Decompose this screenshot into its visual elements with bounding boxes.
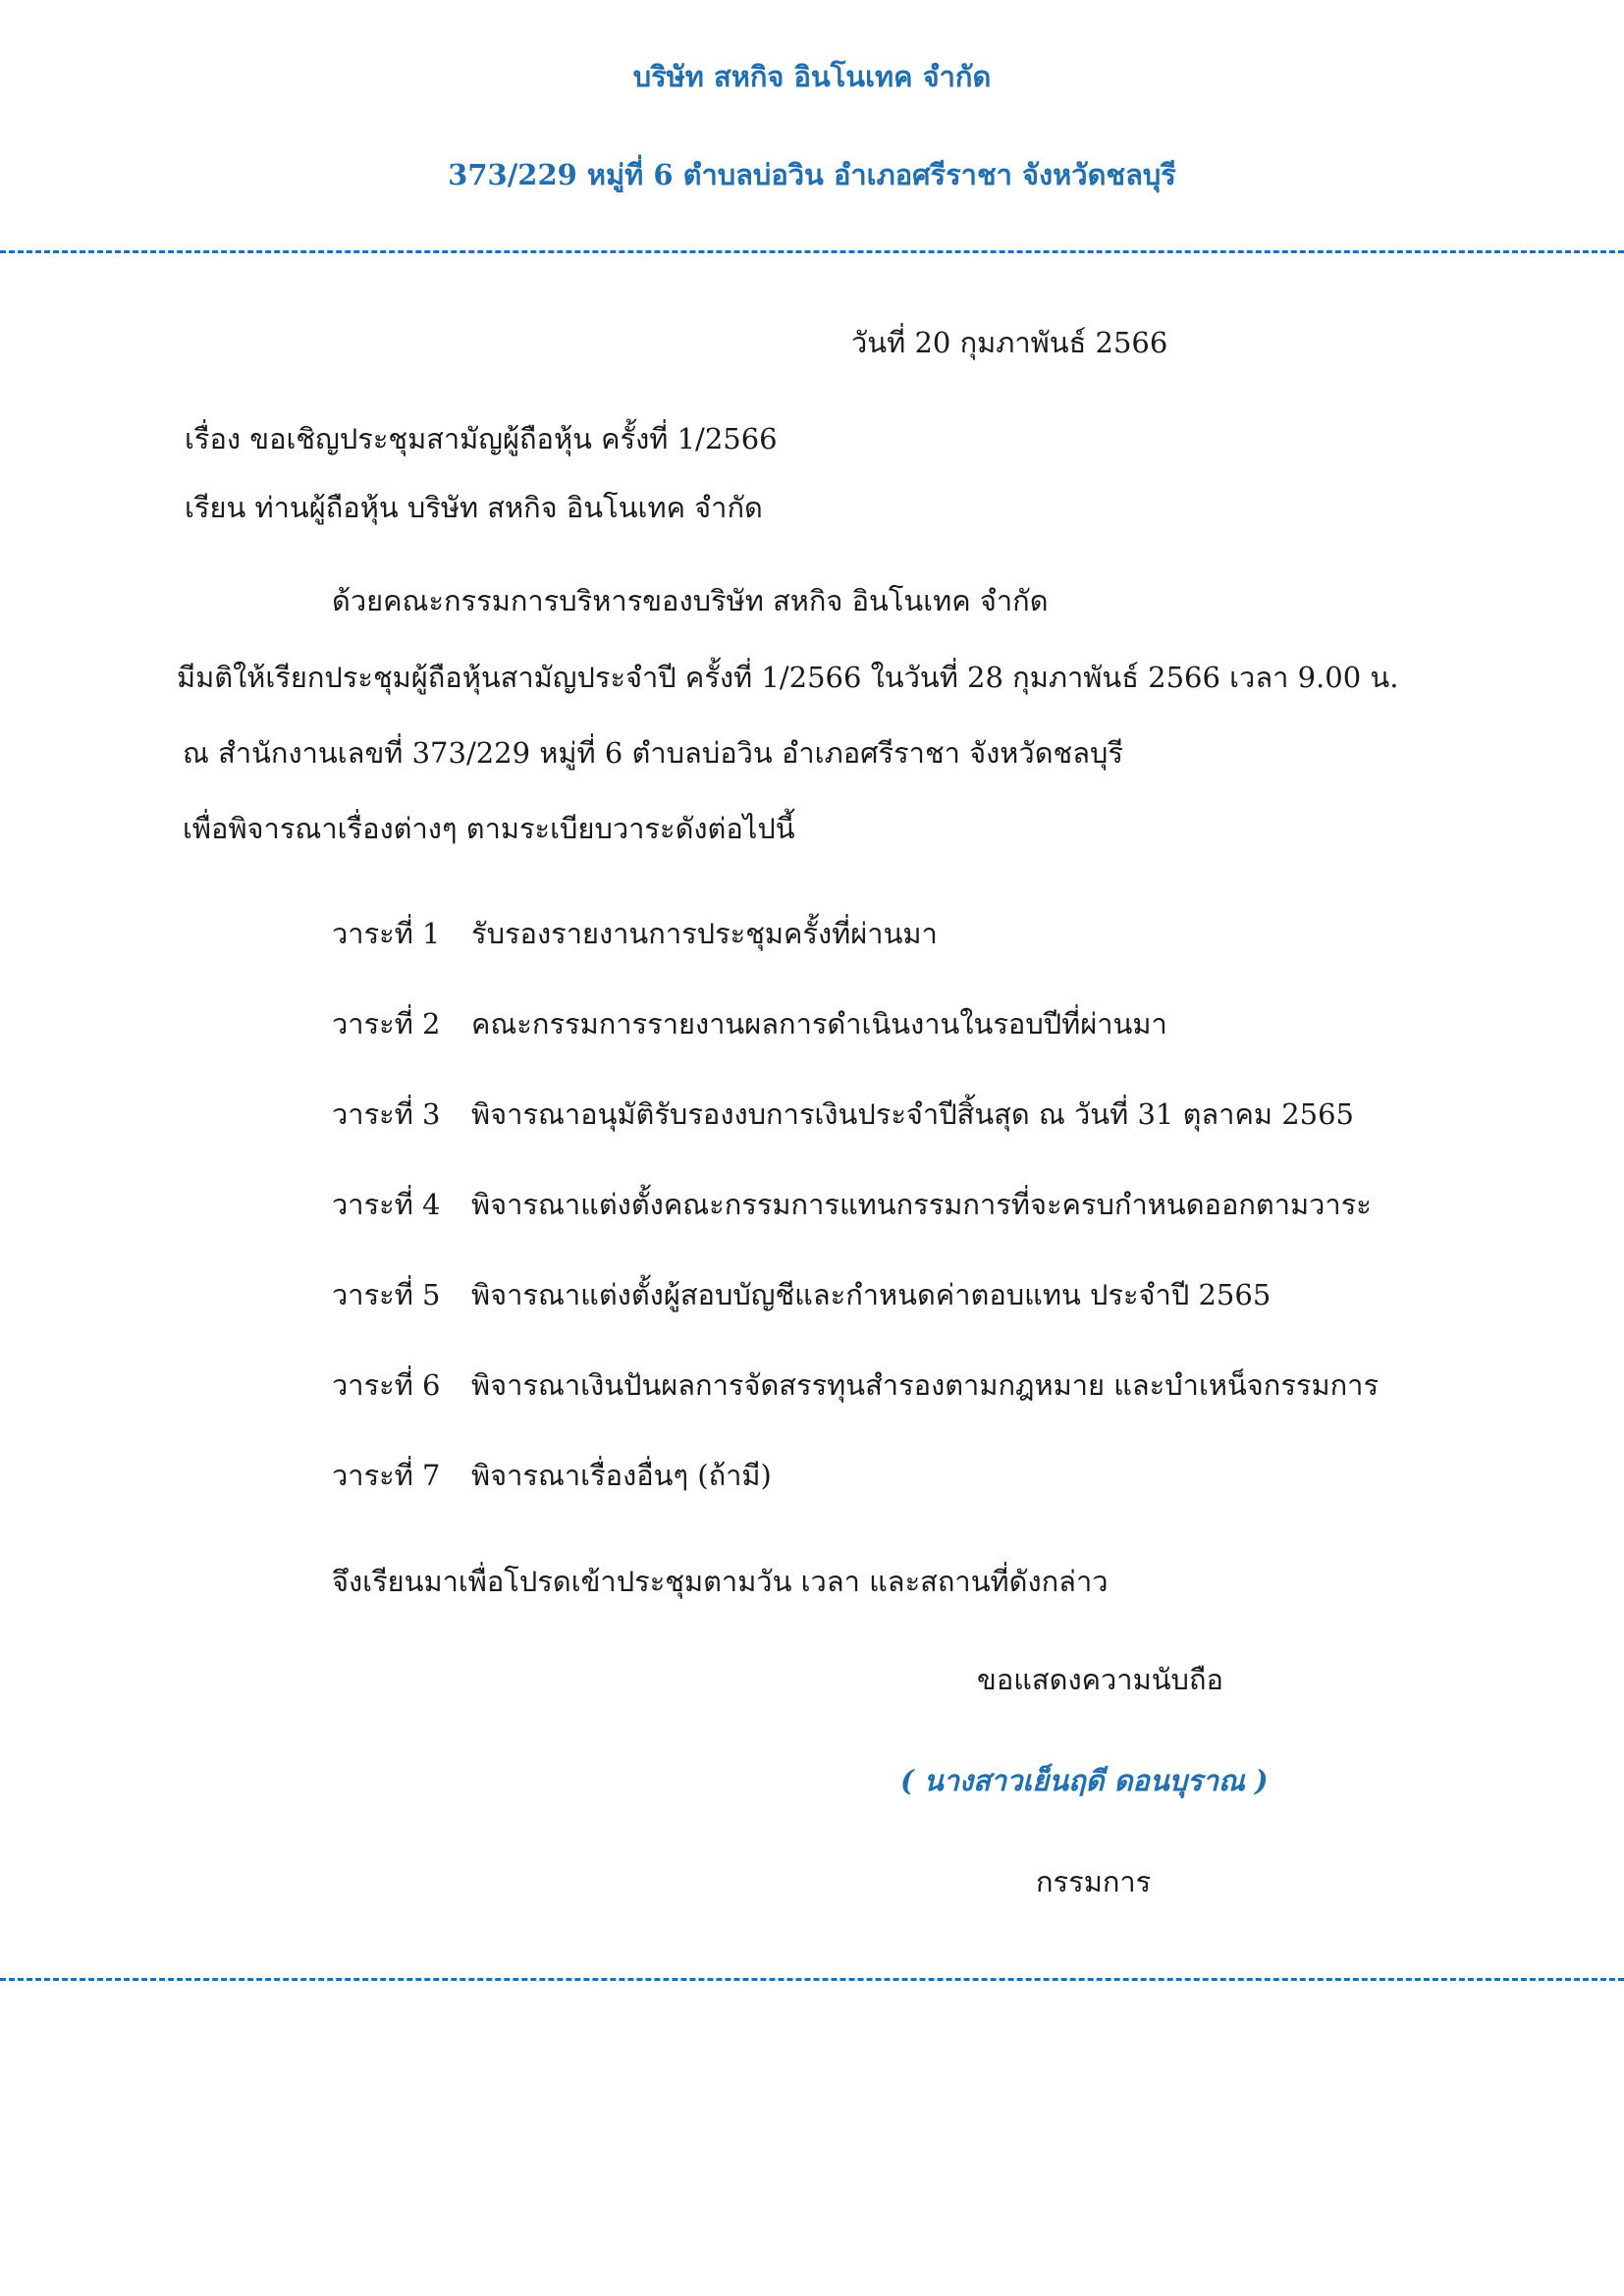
agenda-item bbox=[332, 1453, 1412, 1492]
agenda-number: วาระที่ 4 bbox=[332, 1188, 441, 1221]
body-line: เพื่อพิจารณาเรื่องต่างๆ ตามระเบียบวาระดังต่อไปนี้ bbox=[183, 812, 795, 845]
closing-line: จึงเรียนมาเพื่อโปรดเข้าประชุมตามวัน เวลา และสถานที่ดังกล่าว bbox=[332, 1565, 1109, 1598]
agenda-text: พิจารณาแต่งตั้งผู้สอบบัญชีและกำหนดค่าตอบแทน ประจำปี 2565 bbox=[471, 1278, 1272, 1311]
body-line: ณ สำนักงานเลขที่ 373/229 หมู่ที่ 6 ตำบลบ่อวิน อำเภอศรีราชา จังหวัดชลบุรี bbox=[183, 736, 1123, 770]
signatory-position: กรรมการ bbox=[1036, 1865, 1152, 1898]
regards: ขอแสดงความนับถือ bbox=[977, 1663, 1223, 1696]
agenda-text: คณะกรรมการรายงานผลการดำเนินงานในรอบปีที่ผ่านมา bbox=[471, 1007, 1167, 1041]
agenda-text: รับรองรายงานการประชุมครั้งที่ผ่านมา bbox=[471, 917, 938, 950]
agenda-item bbox=[332, 1272, 1412, 1311]
agenda-text: พิจารณาแต่งตั้งคณะกรรมการแทนกรรมการที่จะครบกำหนดออกตามวาระ bbox=[471, 1188, 1372, 1221]
letter-recipient: เรียน ท่านผู้ถือหุ้น บริษัท สหกิจ อินโนเทค จำกัด bbox=[185, 491, 763, 524]
agenda-number: วาระที่ 5 bbox=[332, 1278, 441, 1311]
agenda-text: พิจารณาเรื่องอื่นๆ (ถ้ามี) bbox=[471, 1459, 772, 1492]
agenda-number: วาระที่ 7 bbox=[332, 1459, 441, 1492]
header-divider bbox=[0, 250, 1624, 253]
letter-subject: เรื่อง ขอเชิญประชุมสามัญผู้ถือหุ้น ครั้งที่ 1/2566 bbox=[185, 422, 778, 455]
agenda-item bbox=[332, 1001, 1412, 1041]
footer-divider bbox=[0, 1978, 1624, 1981]
company-name: บริษัท สหกิจ อินโนเทค จำกัด bbox=[632, 60, 992, 93]
agenda-text: พิจารณาอนุมัติรับรองงบการเงินประจำปีสิ้นสุด ณ วันที่ 31 ตุลาคม 2565 bbox=[471, 1097, 1354, 1131]
agenda-item bbox=[332, 1182, 1412, 1221]
agenda-number: วาระที่ 2 bbox=[332, 1007, 441, 1041]
agenda-number: วาระที่ 6 bbox=[332, 1368, 441, 1402]
signatory-name: ( นางสาวเย็นฤดี ดอนบุราณ ) bbox=[900, 1764, 1269, 1797]
body-line: มีมติให้เรียกประชุมผู้ถือหุ้นสามัญประจำปี ครั้งที่ 1/2566 ในวันที่ 28 กุมภาพันธ์ 2566 เวลา 9.00 น. bbox=[177, 661, 1399, 694]
agenda-number: วาระที่ 3 bbox=[332, 1097, 441, 1131]
agenda-text: พิจารณาเงินปันผลการจัดสรรทุนสำรองตามกฎหมาย และบำเหน็จกรรมการ bbox=[471, 1368, 1380, 1402]
company-address: 373/229 หมู่ที่ 6 ตำบลบ่อวิน อำเภอศรีราชา จังหวัดชลบุรี bbox=[448, 158, 1176, 191]
agenda-number: วาระที่ 1 bbox=[332, 917, 441, 950]
agenda-item bbox=[332, 1092, 1412, 1131]
body-line: ด้วยคณะกรรมการบริหารของบริษัท สหกิจ อินโนเทค จำกัด bbox=[332, 584, 1049, 617]
letter-date: วันที่ 20 กุมภาพันธ์ 2566 bbox=[851, 326, 1168, 359]
agenda-item bbox=[332, 1362, 1412, 1402]
agenda-item bbox=[332, 911, 1412, 950]
